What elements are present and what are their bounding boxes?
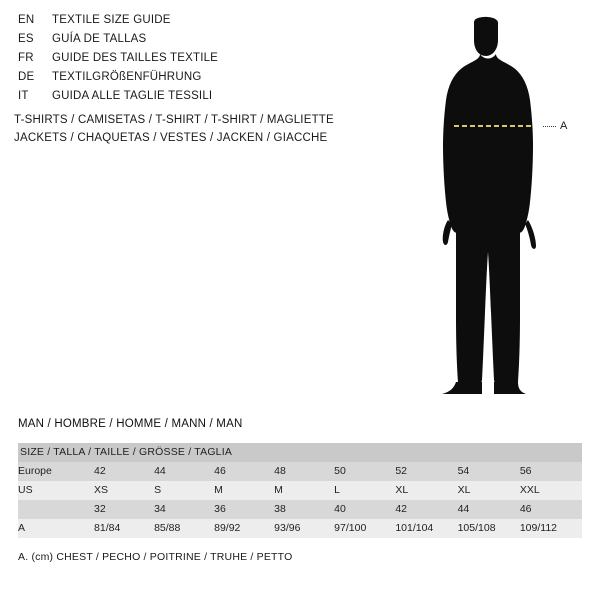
language-title: TEXTILE SIZE GUIDE (52, 14, 171, 26)
table-cell: XL (458, 481, 520, 500)
table-cell: 54 (458, 462, 520, 481)
figure-illustration (410, 16, 585, 396)
measure-leader-line (543, 126, 556, 127)
table-cell: 32 (94, 500, 154, 519)
measure-label-a: A (560, 120, 568, 132)
table-cell: 42 (94, 462, 154, 481)
language-row (18, 52, 378, 71)
size-table (18, 443, 582, 538)
language-title: GUÍA DE TALLAS (52, 33, 147, 45)
table-cell: 50 (334, 462, 395, 481)
table-cell: 36 (214, 500, 274, 519)
table-cell: 93/96 (274, 519, 334, 538)
language-code: EN (18, 14, 35, 26)
table-row (18, 481, 582, 500)
table-cell: M (214, 481, 274, 500)
language-list (18, 14, 378, 109)
language-row (18, 33, 378, 52)
language-code: DE (18, 71, 35, 83)
language-title: GUIDE DES TAILLES TEXTILE (52, 52, 219, 64)
table-cell: M (274, 481, 334, 500)
language-row (18, 14, 378, 33)
table-cell: 34 (154, 500, 214, 519)
table-header-row (18, 443, 582, 462)
table-title: MAN / HOMBRE / HOMME / MANN / MAN (18, 418, 243, 430)
table-cell: 46 (214, 462, 274, 481)
table-cell: XL (395, 481, 457, 500)
male-torso-silhouette-icon (410, 16, 585, 396)
table-cell: 44 (154, 462, 214, 481)
table-cell: XXL (520, 481, 582, 500)
table-cell: 46 (520, 500, 582, 519)
table-cell: 44 (458, 500, 520, 519)
table-cell: 109/112 (520, 519, 582, 538)
table-cell: 85/88 (154, 519, 214, 538)
table-cell: 89/92 (214, 519, 274, 538)
row-label: US (18, 481, 94, 500)
language-title: GUIDA ALLE TAGLIE TESSILI (52, 90, 213, 102)
garment-category-list (14, 111, 394, 147)
language-row (18, 90, 378, 109)
table-cell: XS (94, 481, 154, 500)
table-cell: 105/108 (458, 519, 520, 538)
table-footnote: A. (cm) CHEST / PECHO / POITRINE / TRUHE / PETTO (18, 551, 293, 563)
table-cell: 48 (274, 462, 334, 481)
table-cell: 97/100 (334, 519, 395, 538)
table-cell: 52 (395, 462, 457, 481)
table-cell: S (154, 481, 214, 500)
table-header-label: SIZE / TALLA / TAILLE / GRÖSSE / TAGLIA (18, 443, 582, 462)
table-cell: 81/84 (94, 519, 154, 538)
table-cell: 38 (274, 500, 334, 519)
table-row (18, 462, 582, 481)
table-cell: 101/104 (395, 519, 457, 538)
language-code: IT (18, 90, 29, 102)
table-cell: 40 (334, 500, 395, 519)
garment-line-jackets: JACKETS / CHAQUETAS / VESTES / JACKEN / GIACCHE (14, 132, 328, 144)
row-label: Europe (18, 462, 94, 481)
table-row (18, 500, 582, 519)
language-code: ES (18, 33, 34, 45)
language-row (18, 71, 378, 90)
table-cell: L (334, 481, 395, 500)
row-label: A (18, 519, 94, 538)
table-cell: 42 (395, 500, 457, 519)
language-title: TEXTILGRÖßENFÜHRUNG (52, 71, 202, 83)
table-cell: 56 (520, 462, 582, 481)
garment-line-tshirts: T-SHIRTS / CAMISETAS / T-SHIRT / T-SHIRT / MAGLIETTE (14, 114, 334, 126)
table-row (18, 519, 582, 538)
row-label (18, 500, 94, 519)
language-code: FR (18, 52, 34, 64)
